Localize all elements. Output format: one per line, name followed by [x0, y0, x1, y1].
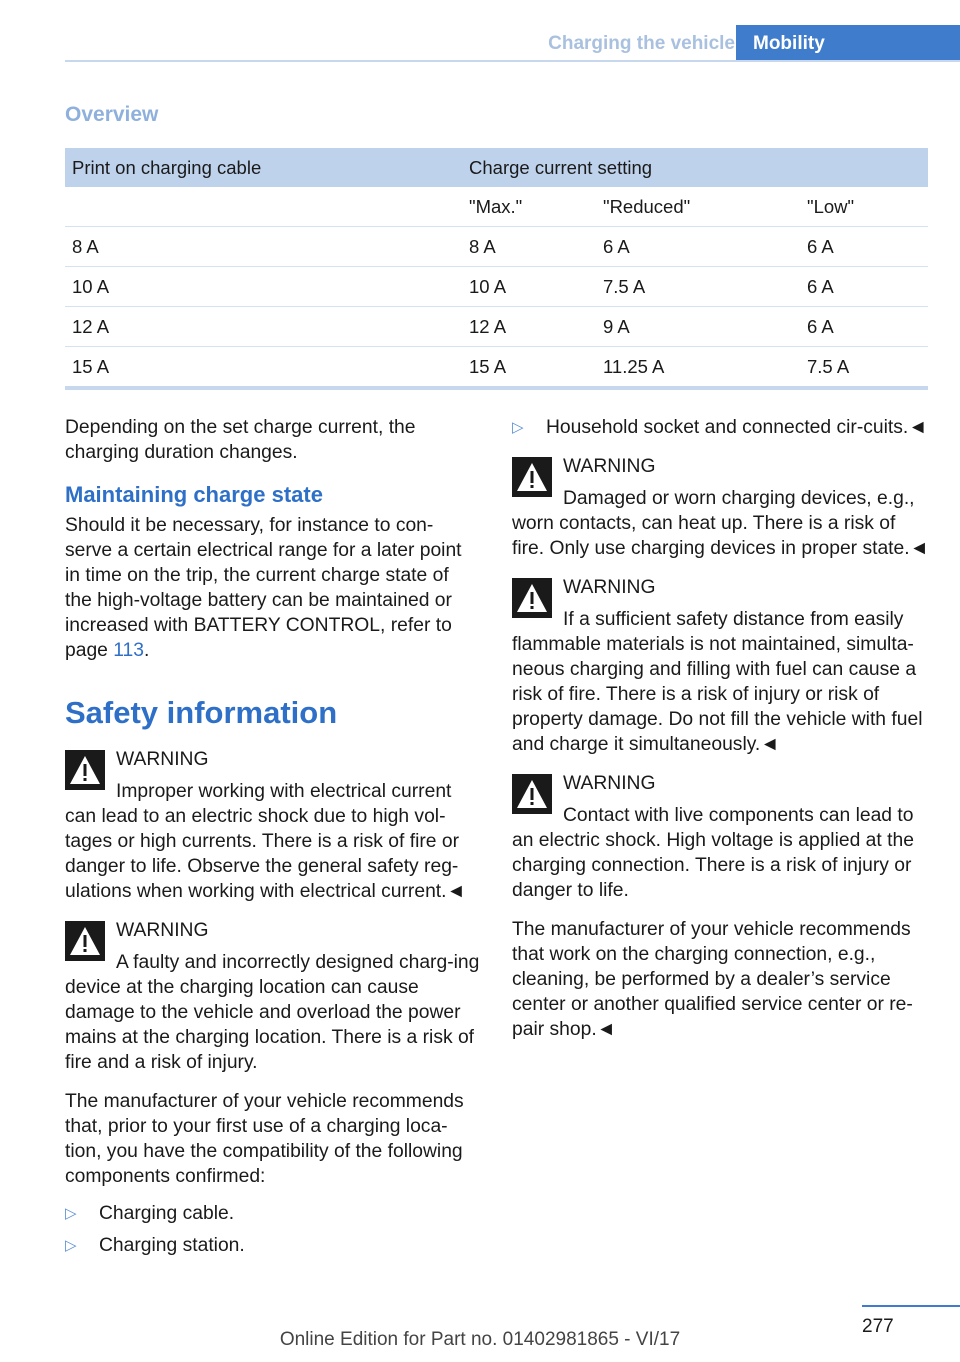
table-cell: 15 A [65, 347, 462, 389]
table-cell: 6 A [800, 227, 928, 267]
warning-triangle-icon [512, 578, 552, 618]
component-list [65, 1201, 480, 1258]
footer-rule [862, 1305, 960, 1307]
warning-text: Improper working with electrical current can lead to an electric shock due to high vol-tages or high currents. There is a risk of fire or danger to life. Observe the general safety reg-ulations when working with electrical current.◄ [65, 781, 466, 902]
charge-current-table [65, 148, 928, 390]
maintaining-charge-paragraph: Should it be necessary, for instance to con-serve a certain electrical range for a later point in time on the trip, the current charge state of the high-voltage battery can be maintained or increased with BATTERY CONTROL, refer to page 113. [65, 515, 462, 661]
table-cell: 11.25 A [596, 347, 800, 389]
header-rule [65, 60, 960, 62]
component-list-continued [512, 415, 930, 440]
safety-information-heading: Safety information [65, 695, 338, 730]
warning-block [512, 454, 930, 561]
table-cell: 7.5 A [596, 267, 800, 307]
table-row [65, 347, 928, 389]
table-cell: 7.5 A [800, 347, 928, 389]
table-cell: 6 A [800, 307, 928, 347]
table-header-cable: Print on charging cable [65, 148, 462, 187]
warning-title: WARNING [563, 773, 656, 794]
warning-text: Contact with live components can lead to an electric shock. High voltage is applied at the charging connection. There is a risk of injury or danger to life. [512, 805, 914, 901]
warning-title: WARNING [116, 920, 209, 941]
table-cell: 10 A [462, 267, 596, 307]
list-item: ▷ Charging cable. [65, 1203, 235, 1224]
table-cell: 12 A [462, 307, 596, 347]
triangle-right-bullet-icon: ▷ [65, 1237, 77, 1254]
warning-block [512, 575, 930, 757]
table-row [65, 227, 928, 267]
table-subheader-reduced: "Reduced" [596, 187, 800, 227]
recommendation-paragraph: The manufacturer of your vehicle recommends that work on the charging connection, e.g., cleaning, be performed by a dealer’s service center or another qualified service center or re-pair shop.◄ [512, 919, 913, 1040]
triangle-right-bullet-icon: ▷ [512, 419, 524, 436]
warning-title: WARNING [563, 577, 656, 598]
header-section-title: Charging the vehicle [548, 33, 735, 54]
maintaining-charge-heading: Maintaining charge state [65, 482, 323, 507]
list-item: ▷ Household socket and connected cir-cuits.◄ [512, 417, 928, 438]
header-chapter-tab[interactable]: Mobility [736, 25, 960, 62]
edition-note: Online Edition for Part no. 01402981865 - VI/17 [279, 1329, 681, 1350]
recommendation-paragraph: The manufacturer of your vehicle recommends that, prior to your first use of a charging loca-tion, you have the compatibility of the following components confirmed: [65, 1091, 464, 1187]
triangle-right-bullet-icon: ▷ [65, 1205, 77, 1222]
warning-block [65, 747, 480, 904]
table-cell: 6 A [596, 227, 800, 267]
warning-text: If a sufficient safety distance from easily flammable materials is not maintained, simulta-neous charging and filling with fuel can cause a risk of fire. There is a risk of injury or risk of property damage. Do not fill the vehicle with fuel and charge it simultaneously.◄ [512, 609, 923, 755]
page-link[interactable]: 113 [113, 640, 145, 661]
left-column [65, 415, 480, 1265]
right-column [512, 415, 930, 1049]
table-header-row [65, 148, 928, 187]
table-row [65, 307, 928, 347]
warning-text: Damaged or worn charging devices, e.g., worn contacts, can heat up. There is a risk of fire. Only use charging devices in proper state.◄ [512, 488, 929, 559]
table-cell: 12 A [65, 307, 462, 347]
table-cell: 9 A [596, 307, 800, 347]
warning-block [65, 918, 480, 1075]
table-subheader-low: "Low" [800, 187, 928, 227]
warning-title: WARNING [563, 456, 656, 477]
table-cell: 8 A [462, 227, 596, 267]
table-cell: 6 A [800, 267, 928, 307]
overview-heading: Overview [65, 103, 159, 126]
intro-paragraph: Depending on the set charge current, the charging duration changes. [65, 417, 416, 463]
warning-text: A faulty and incorrectly designed charg-ing device at the charging location can cause damage to the vehicle and overload the power mains at the charging location. There is a risk of fire and a risk of injury. [65, 952, 480, 1073]
warning-triangle-icon [512, 457, 552, 497]
table-header-setting: Charge current setting [462, 148, 928, 187]
table-subheader-row [65, 187, 928, 227]
table-cell: 8 A [65, 227, 462, 267]
warning-title: WARNING [116, 749, 209, 770]
table-cell: 10 A [65, 267, 462, 307]
list-item: ▷ Charging station. [65, 1235, 245, 1256]
table-row [65, 267, 928, 307]
warning-triangle-icon [512, 774, 552, 814]
warning-triangle-icon [65, 750, 105, 790]
page-number: 277 [862, 1316, 894, 1337]
table-subheader-max: "Max." [462, 187, 596, 227]
warning-triangle-icon [65, 921, 105, 961]
warning-block [512, 771, 930, 903]
table-cell: 15 A [462, 347, 596, 389]
